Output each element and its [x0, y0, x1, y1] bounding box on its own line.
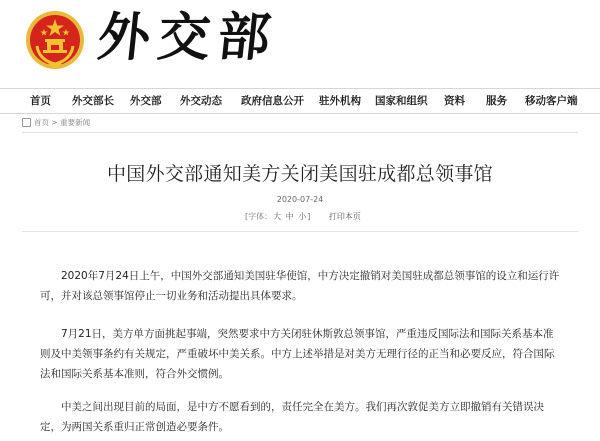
- article-paragraph: 7月21日，美方单方面挑起事端，突然要求中方关闭驻休斯敦总领事馆，严重违反国际法和国际关系基本准则及中美领事条约有关规定，严重破坏中美关系。中方上述举措是对美方无理行径的正当和必要反应，符合国际法和国际关系基本准则，符合外交惯例。: [40, 328, 555, 380]
- font-size-label-end: ]: [307, 212, 311, 221]
- nav-item-resources[interactable]: 资料: [444, 95, 465, 107]
- nav-item-diplomatic-news[interactable]: 外交动态: [180, 95, 222, 107]
- nav-item-missions-abroad[interactable]: 驻外机构: [319, 95, 361, 107]
- meta-divider: [22, 231, 578, 232]
- print-page-button[interactable]: 打印本页: [328, 212, 361, 221]
- nav-item-ministry[interactable]: 外交部: [130, 95, 162, 107]
- location-icon: [22, 118, 31, 127]
- nav-item-minister[interactable]: 外交部长: [72, 95, 114, 107]
- national-emblem-icon[interactable]: [25, 10, 85, 70]
- font-size-small-button[interactable]: 小: [298, 212, 307, 221]
- breadcrumb-home[interactable]: 首页: [34, 118, 49, 127]
- font-size-large-button[interactable]: 大: [273, 212, 282, 221]
- main-nav: [0, 88, 600, 114]
- article-title: 中国外交部通知美方关闭美国驻成都总领事馆: [106, 163, 493, 185]
- nav-item-gov-info[interactable]: 政府信息公开: [241, 95, 304, 107]
- article-paragraph: 中美之间出现目前的局面，是中方不愿看到的，责任完全在美方。我们再次敦促美方立即撤销有关错误决定，为两国关系重归正常创造必要条件。: [40, 401, 544, 433]
- article-paragraph: 2020年7月24日上午，中国外交部通知美国驻华使馆，中方决定撤销对美国驻成都总领事馆的设立和运行许可，并对该总领事馆停止一切业务和活动提出具体要求。: [40, 270, 560, 302]
- article-tools: [245, 210, 361, 224]
- font-size-medium-button[interactable]: 中: [285, 212, 294, 221]
- nav-item-mobile-client[interactable]: 移动客户端: [525, 95, 578, 107]
- nav-item-services[interactable]: 服务: [486, 95, 507, 107]
- nav-item-home[interactable]: 首页: [30, 95, 51, 107]
- breadcrumb-section[interactable]: 重要新闻: [60, 118, 91, 127]
- site-title[interactable]: [94, 4, 282, 70]
- article-date: 2020-07-24: [276, 195, 324, 204]
- breadcrumb: [22, 116, 90, 130]
- font-size-label: [字体：: [245, 212, 273, 221]
- nav-item-countries[interactable]: 国家和组织: [375, 95, 428, 107]
- breadcrumb-separator: >: [51, 118, 58, 127]
- breadcrumb-divider: [22, 132, 578, 133]
- site-title-calligraphy: 外交部: [94, 7, 282, 68]
- site-header: [0, 0, 600, 80]
